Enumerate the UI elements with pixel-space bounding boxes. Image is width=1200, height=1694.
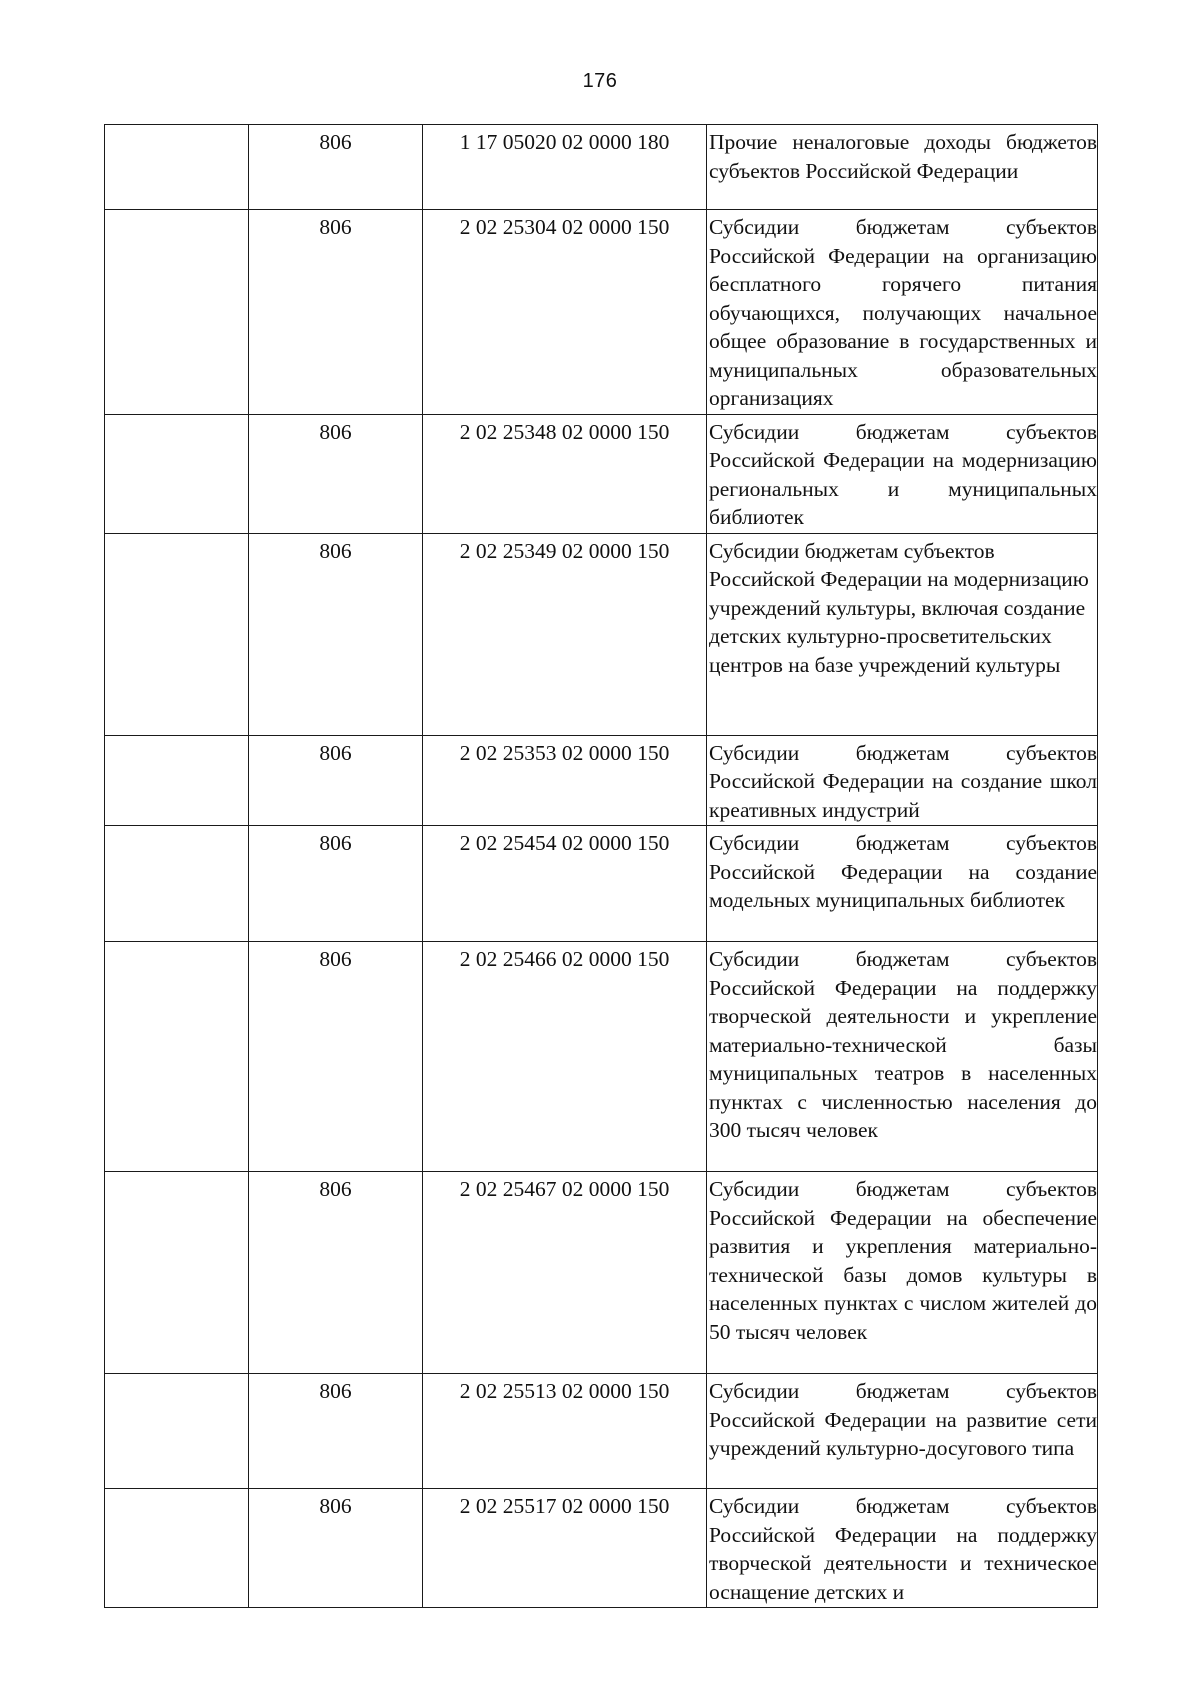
admin-code-cell: 806 (249, 533, 423, 735)
table-row (105, 210, 1098, 415)
admin-code-cell: 806 (249, 942, 423, 1172)
description-cell: Субсидии бюджетам субъектов Российской Федерации на организацию бесплатного горячего питания обучающихся, получающих начальное общее образование в государственных и муниципальных образовательных организациях (707, 210, 1098, 415)
description-cell: Субсидии бюджетам субъектов Российской Федерации на создание школ креативных индустрий (707, 735, 1098, 826)
empty-cell (105, 1172, 249, 1374)
table-row (105, 826, 1098, 942)
admin-code-cell: 806 (249, 125, 423, 210)
table-row (105, 533, 1098, 735)
budget-code-cell: 2 02 25454 02 0000 150 (423, 826, 707, 942)
budget-code-cell: 2 02 25513 02 0000 150 (423, 1374, 707, 1489)
admin-code-cell: 806 (249, 735, 423, 826)
description-cell: Субсидии бюджетам субъектов Российской Федерации на обеспечение развития и укрепления материально-технической базы домов культуры в населенных пунктах с числом жителей до 50 тысяч человек (707, 1172, 1098, 1374)
admin-code-cell: 806 (249, 826, 423, 942)
table-row (105, 125, 1098, 210)
admin-code-cell: 806 (249, 210, 423, 415)
budget-code-cell: 2 02 25348 02 0000 150 (423, 414, 707, 533)
empty-cell (105, 826, 249, 942)
description-cell: Прочие неналоговые доходы бюджетов субъектов Российской Федерации (707, 125, 1098, 210)
budget-code-cell: 2 02 25466 02 0000 150 (423, 942, 707, 1172)
description-cell: Субсидии бюджетам субъектов Российской Федерации на создание модельных муниципальных библиотек (707, 826, 1098, 942)
empty-cell (105, 125, 249, 210)
description-cell: Субсидии бюджетам субъектов Российской Федерации на развитие сети учреждений культурно-досугового типа (707, 1374, 1098, 1489)
revenue-codes-table (104, 124, 1098, 1608)
admin-code-cell: 806 (249, 1374, 423, 1489)
description-cell: Субсидии бюджетам субъектов Российской Федерации на поддержку творческой деятельности и укрепление материально-технической базы муниципальных театров в населенных пунктах с численностью населения до 300 тысяч человек (707, 942, 1098, 1172)
table-row (105, 942, 1098, 1172)
table-row (105, 1172, 1098, 1374)
budget-code-cell: 2 02 25349 02 0000 150 (423, 533, 707, 735)
admin-code-cell: 806 (249, 414, 423, 533)
empty-cell (105, 210, 249, 415)
table-row (105, 1489, 1098, 1608)
budget-code-cell: 1 17 05020 02 0000 180 (423, 125, 707, 210)
description-cell: Субсидии бюджетам субъектов Российской Федерации на модернизацию региональных и муниципальных библиотек (707, 414, 1098, 533)
empty-cell (105, 735, 249, 826)
description-cell: Субсидии бюджетам субъектов Российской Федерации на поддержку творческой деятельности и техническое оснащение детских и (707, 1489, 1098, 1608)
budget-code-cell: 2 02 25517 02 0000 150 (423, 1489, 707, 1608)
table-row (105, 735, 1098, 826)
empty-cell (105, 1489, 249, 1608)
admin-code-cell: 806 (249, 1489, 423, 1608)
budget-code-cell: 2 02 25467 02 0000 150 (423, 1172, 707, 1374)
table-row (105, 1374, 1098, 1489)
description-cell: Субсидии бюджетам субъектов Российской Федерации на модернизацию учреждений культуры, включая создание детских культурно-просветительских центров на базе учреждений культуры (707, 533, 1098, 735)
admin-code-cell: 806 (249, 1172, 423, 1374)
budget-code-cell: 2 02 25304 02 0000 150 (423, 210, 707, 415)
page-number: 176 (582, 70, 618, 92)
table-row (105, 414, 1098, 533)
empty-cell (105, 533, 249, 735)
empty-cell (105, 942, 249, 1172)
empty-cell (105, 414, 249, 533)
empty-cell (105, 1374, 249, 1489)
budget-code-cell: 2 02 25353 02 0000 150 (423, 735, 707, 826)
